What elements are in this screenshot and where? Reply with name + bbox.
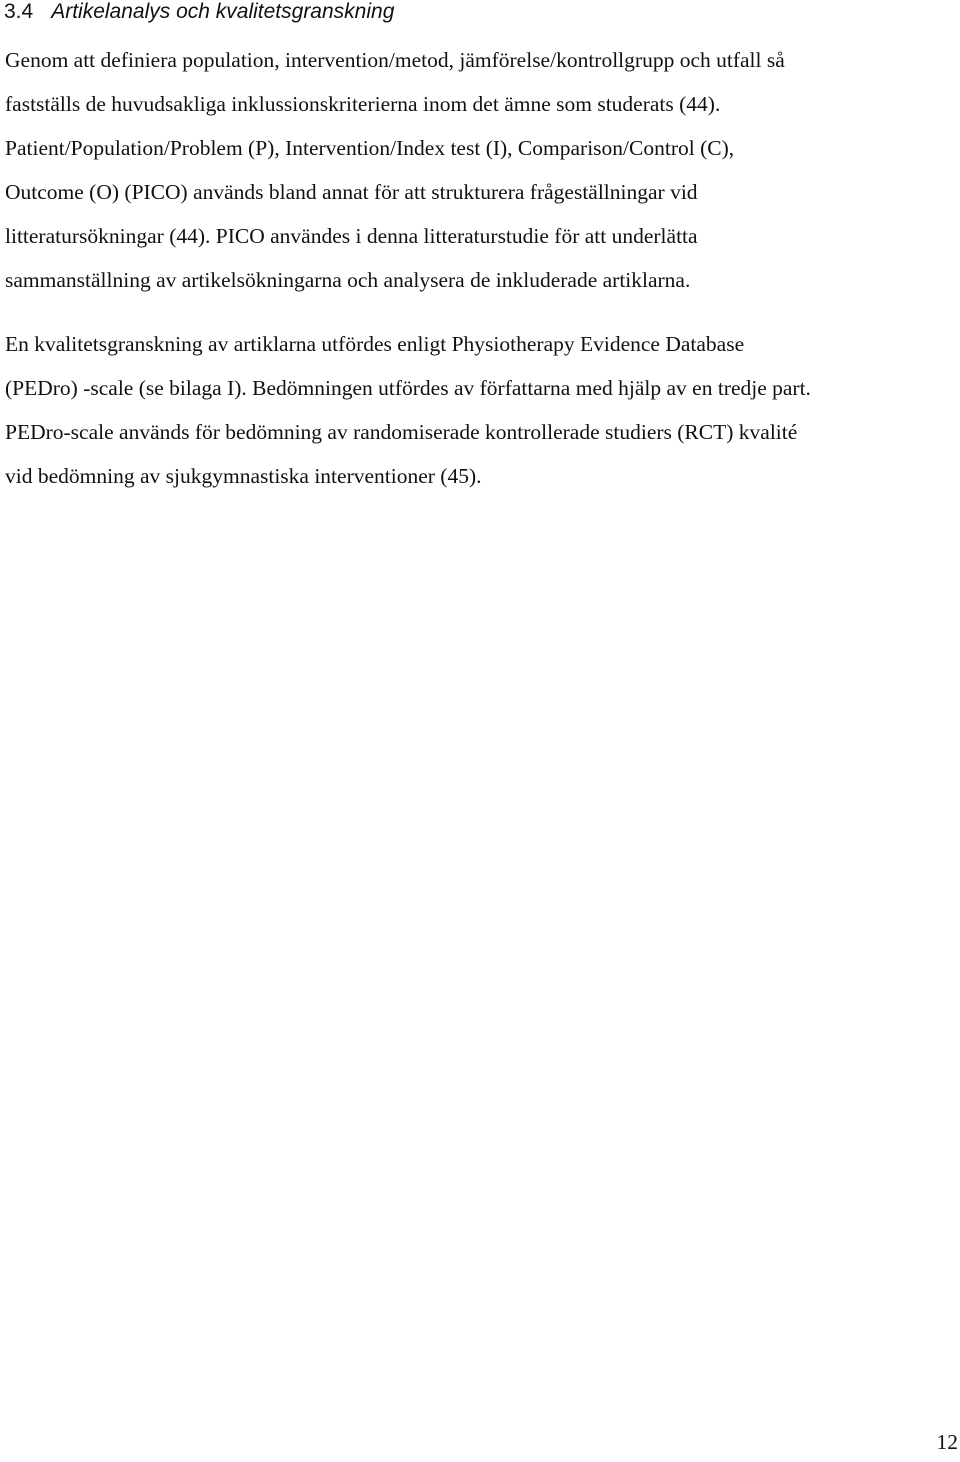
section-heading	[4, 0, 394, 26]
text-line: Patient/Population/Problem (P), Intervention/Index test (I), Comparison/Control (C),	[5, 136, 735, 160]
text-line: PEDro-scale används för bedömning av randomiserade kontrollerade studiers (RCT) kvalité	[5, 420, 798, 444]
text-line: fastställs de huvudsakliga inklussionskriterierna inom det ämne som studerats (44).	[5, 92, 721, 116]
text-line: Genom att definiera population, intervention/metod, jämförelse/kontrollgrupp och utfall så	[5, 48, 785, 72]
paragraph-pedro	[5, 322, 957, 498]
section-title: Artikelanalys och kvalitetsgranskning	[51, 0, 395, 23]
text-line: (PEDro) -scale (se bilaga I). Bedömningen utfördes av författarna med hjälp av en tredje part.	[5, 376, 811, 400]
text-line: Outcome (O) (PICO) används bland annat för att strukturera frågeställningar vid	[5, 180, 698, 204]
text-line: En kvalitetsgranskning av artiklarna utfördes enligt Physiotherapy Evidence Database	[5, 332, 745, 356]
section-number: 3.4	[4, 0, 34, 23]
page-number: 12	[936, 1430, 958, 1454]
paragraph-pico	[5, 38, 957, 302]
text-line: litteratursökningar (44). PICO användes i denna litteraturstudie för att underlätta	[5, 224, 698, 248]
text-line: vid bedömning av sjukgymnastiska interventioner (45).	[5, 464, 482, 488]
text-line: sammanställning av artikelsökningarna och analysera de inkluderade artiklarna.	[5, 268, 691, 292]
